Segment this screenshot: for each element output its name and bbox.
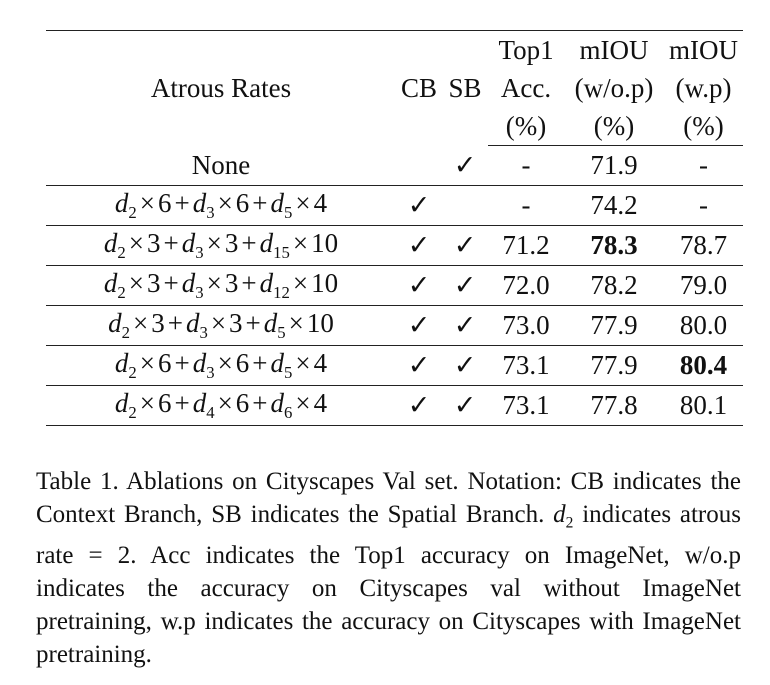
rate-subscript: 15 [273,242,290,262]
rate-subscript: 5 [284,202,293,222]
rate-multiplier: 6 [235,387,250,418]
rate-subscript: 4 [206,402,215,422]
rate-variable: d [270,347,285,378]
cell-miou-wop: 78.2 [564,266,664,306]
plus-symbol: + [163,267,179,298]
cell-miou-wp: 80.1 [664,386,743,426]
plus-symbol: + [252,347,268,378]
header-cb: CB [396,31,442,146]
cell-cb-check: ✓ [396,186,442,226]
caption-var-sub: 2 [565,514,574,532]
rate-multiplier: 6 [157,187,172,218]
cell-atrous-rate [46,226,396,266]
times-symbol: × [217,387,233,418]
rate-subscript: 12 [273,282,290,302]
rate-variable: d [181,227,196,258]
cell-miou-wop: 77.9 [564,346,664,386]
rate-multiplier: 10 [311,267,339,298]
header-top1-line3: (%) [488,107,564,146]
rate-variable: d [114,387,129,418]
cell-miou-wp: 80.0 [664,306,743,346]
cell-miou-wop: 77.8 [564,386,664,426]
cell-top1-acc: - [488,186,564,226]
cell-sb-check [442,186,488,226]
table-row [46,146,743,186]
times-symbol: × [139,387,155,418]
cell-miou-wp: 80.4 [664,346,743,386]
rate-text: None [191,149,251,180]
rate-variable: d [192,187,207,218]
caption-text-1: Ablations on Cityscapes Val set. Notation: CB indicates the Context Branch, SB indicates the Spatial Branch. [36,468,741,528]
table-row [46,266,743,306]
rate-multiplier: 3 [224,267,239,298]
cell-sb-check: ✓ [442,146,488,186]
cell-sb-check: ✓ [442,346,488,386]
rate-variable: d [103,227,118,258]
times-symbol: × [206,227,222,258]
cell-top1-acc: 73.1 [488,346,564,386]
header-wop-line3: (%) [564,107,664,146]
cell-top1-acc: 73.0 [488,306,564,346]
rate-subscript: 3 [206,202,215,222]
cell-cb-check: ✓ [396,386,442,426]
cell-sb-check: ✓ [442,266,488,306]
rate-subscript: 3 [195,242,204,262]
header-top1-line2: Acc. [500,72,552,103]
cell-miou-wop: 78.3 [564,226,664,266]
table-body [46,146,743,426]
caption-variable [553,501,574,532]
cell-atrous-rate [46,386,396,426]
plus-symbol: + [241,227,257,258]
times-symbol: × [292,267,309,298]
table-row [46,386,743,426]
rate-subscript: 2 [128,202,137,222]
rate-variable: d [114,347,129,378]
rate-subscript: 3 [195,282,204,302]
rate-multiplier: 3 [151,307,165,338]
table-row [46,306,743,346]
cell-miou-wp: 78.7 [664,226,743,266]
rate-multiplier: 3 [224,227,239,258]
caption-label: Table 1. [36,468,119,495]
cell-atrous-rate [46,186,396,226]
cell-top1-acc: 71.2 [488,226,564,266]
rate-multiplier: 3 [147,267,161,298]
rate-subscript: 3 [199,322,208,342]
rate-multiplier: 6 [157,347,172,378]
plus-symbol: + [174,387,190,418]
cell-cb-check: ✓ [396,346,442,386]
rate-variable: d [270,387,285,418]
plus-symbol: + [252,387,268,418]
times-symbol: × [295,347,311,378]
rate-variable: d [270,187,285,218]
header-sb: SB [442,31,488,146]
times-symbol: × [128,267,145,298]
cell-cb-check: ✓ [396,306,442,346]
rate-subscript: 5 [277,322,286,342]
rate-multiplier: 10 [306,307,334,338]
caption-text-2: indicates atrous rate = 2. Acc indicates the Top1 accuracy on ImageNet, w/o.p indicates the accuracy on Cityscapes val without ImageNet pretraining, w.p indicates the accuracy on Cityscapes with ImageNet pretraining. [36,501,741,669]
cell-top1-acc: 73.1 [488,386,564,426]
rate-subscript: 2 [117,242,126,262]
times-symbol: × [132,307,149,338]
rate-subscript: 2 [121,322,130,342]
table-caption [36,465,741,671]
cell-miou-wp: 79.0 [664,266,743,306]
cell-cb-check: ✓ [396,226,442,266]
rate-multiplier: 4 [313,347,328,378]
header-wp-line2: (w.p) [675,72,732,103]
cell-sb-check: ✓ [442,386,488,426]
header-wp-line3: (%) [664,107,743,146]
header-top1-line1: Top1 [488,31,564,70]
plus-symbol: + [174,187,190,218]
times-symbol: × [292,227,309,258]
header-wop-line2: (w/o.p) [574,72,654,103]
rate-multiplier: 10 [311,227,339,258]
rate-variable: d [192,347,207,378]
rate-subscript: 2 [128,402,137,422]
rate-variable: d [181,267,196,298]
rate-multiplier: 3 [147,227,161,258]
times-symbol: × [139,347,155,378]
rate-variable: d [259,227,274,258]
table-row [46,346,743,386]
times-symbol: × [217,347,233,378]
rate-variable: d [185,307,200,338]
rate-subscript: 2 [128,362,137,382]
cell-miou-wop: 77.9 [564,306,664,346]
times-symbol: × [210,307,227,338]
rate-multiplier: 6 [235,187,250,218]
rate-variable: d [103,267,118,298]
header-wop-line1: mIOU [564,31,664,70]
rate-subscript: 2 [117,282,126,302]
plus-symbol: + [252,187,268,218]
rate-variable: d [259,267,274,298]
times-symbol: × [295,187,311,218]
cell-atrous-rate [46,306,396,346]
cell-top1-acc: 72.0 [488,266,564,306]
times-symbol: × [295,387,311,418]
rate-variable: d [192,387,207,418]
rate-subscript: 3 [206,362,215,382]
cell-atrous-rate [46,346,396,386]
rate-multiplier: 6 [235,347,250,378]
cell-cb-check [396,146,442,186]
cell-atrous-rate [46,266,396,306]
rate-multiplier: 6 [157,387,172,418]
plus-symbol: + [174,347,190,378]
times-symbol: × [206,267,222,298]
plus-symbol: + [167,307,183,338]
cell-miou-wp: - [664,186,743,226]
cell-top1-acc: - [488,146,564,186]
cell-cb-check: ✓ [396,266,442,306]
plus-symbol: + [245,307,261,338]
rate-multiplier: 3 [229,307,243,338]
cell-sb-check: ✓ [442,226,488,266]
times-symbol: × [128,227,145,258]
cell-miou-wp: - [664,146,743,186]
cell-sb-check: ✓ [442,306,488,346]
header-wp-line1: mIOU [664,31,743,70]
caption-var: d [553,501,566,528]
times-symbol: × [288,307,304,338]
rate-subscript: 6 [284,402,293,422]
rate-variable: d [114,187,129,218]
times-symbol: × [139,187,155,218]
cell-atrous-rate [46,146,396,186]
table-row [46,186,743,226]
cell-miou-wop: 71.9 [564,146,664,186]
rate-subscript: 5 [284,362,293,382]
cell-miou-wop: 74.2 [564,186,664,226]
plus-symbol: + [241,267,257,298]
rate-multiplier: 4 [313,387,328,418]
rate-variable: d [263,307,278,338]
rate-variable: d [108,307,122,338]
header-atrous-rates: Atrous Rates [46,31,396,146]
table-row [46,226,743,266]
plus-symbol: + [163,227,179,258]
ablation-table [46,30,743,426]
times-symbol: × [217,187,233,218]
rate-multiplier: 4 [313,187,328,218]
